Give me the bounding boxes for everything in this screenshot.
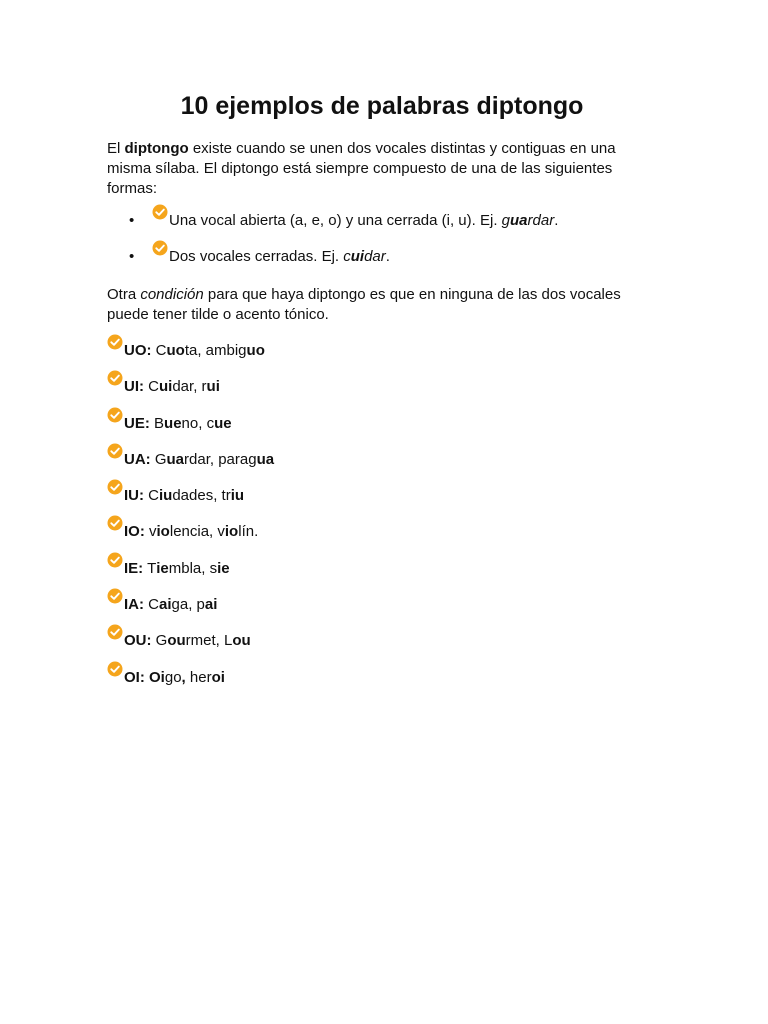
bullet-dot: •: [129, 212, 135, 229]
check-circle-icon: [107, 370, 123, 386]
forms-list: [107, 211, 647, 267]
check-circle-icon: [152, 240, 168, 256]
check-circle-icon: [107, 661, 123, 677]
page-title: 10 ejemplos de palabras diptongo: [180, 92, 584, 120]
check-circle-icon: [107, 407, 123, 423]
example-item: UE: Bueno, cue: [107, 414, 647, 434]
example-item: IA: Caiga, pai: [107, 595, 647, 615]
example-item: IE: Tiembla, sie: [107, 559, 647, 579]
example-item: IO: violencia, violín.: [107, 522, 647, 542]
example-item: UA: Guardar, paragua: [107, 450, 647, 470]
check-circle-icon: [107, 334, 123, 350]
check-circle-icon: [107, 443, 123, 459]
condition-paragraph: Otra condición para que haya diptongo es que en ninguna de las dos vocales puede tener tilde o acento tónico.: [107, 286, 621, 323]
example-item: UI: Cuidar, rui: [107, 377, 647, 397]
check-circle-icon: [152, 204, 168, 220]
check-circle-icon: [107, 479, 123, 495]
list-item: • Dos vocales cerradas. Ej. cuidar.: [107, 247, 647, 267]
list-item: • Una vocal abierta (a, e, o) y una cerrada (i, u). Ej. guardar.: [107, 211, 647, 231]
document-page: [107, 90, 647, 704]
examples-list: [107, 341, 647, 688]
bullet-dot: •: [129, 248, 135, 265]
intro-bold-term: diptongo: [124, 140, 189, 157]
check-circle-icon: [107, 515, 123, 531]
check-circle-icon: [107, 588, 123, 604]
intro-paragraph: El diptongo existe cuando se unen dos vocales distintas y contiguas en una misma sílaba. El diptongo está siempre compuesto de una de las siguientes formas:: [107, 140, 616, 197]
example-item: UO: Cuota, ambiguo: [107, 341, 647, 361]
check-circle-icon: [107, 624, 123, 640]
check-circle-icon: [107, 552, 123, 568]
example-item: OI: Oigo, heroi: [107, 668, 647, 688]
example-item: IU: Ciudades, triu: [107, 486, 647, 506]
example-item: OU: Gourmet, Lou: [107, 631, 647, 651]
